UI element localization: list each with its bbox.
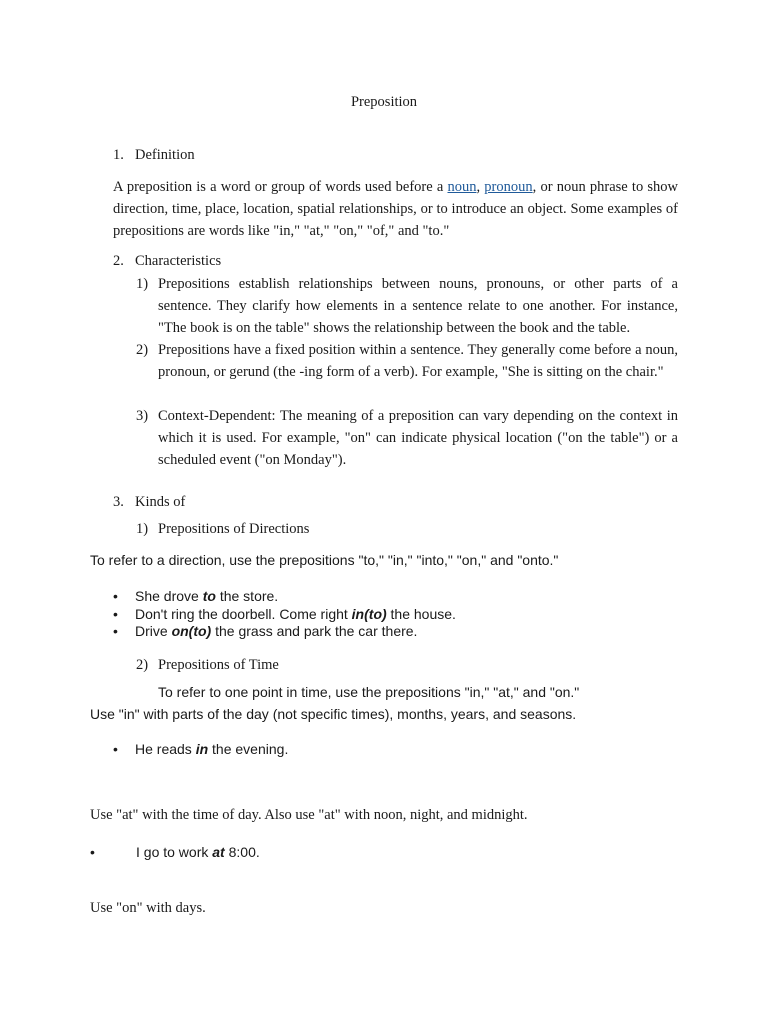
characteristic-item <box>136 273 678 339</box>
on-rule: Use "on" with days. <box>90 900 206 916</box>
directions-intro: To refer to a direction, use the prepositions "to," "in," "into," "on," and "onto." <box>90 552 559 568</box>
subsection-number: 1) <box>136 521 149 537</box>
characteristic-item <box>136 405 678 471</box>
emphasized-preposition: in(to) <box>351 605 387 622</box>
emphasized-preposition: on(to) <box>171 623 212 639</box>
example-text: the evening. <box>208 741 289 757</box>
characteristic-item <box>136 339 678 383</box>
example-text: She drove <box>135 588 203 604</box>
section-number: 3. <box>113 494 124 510</box>
subsection-title: Prepositions of Time <box>158 657 279 673</box>
example-text: He reads <box>135 741 196 757</box>
emphasized-preposition: in <box>195 741 209 757</box>
definition-separator: , <box>476 179 485 195</box>
definition-paragraph <box>113 176 678 242</box>
definition-text: A preposition is a word or group of words used before a <box>113 179 448 195</box>
section-number: 2. <box>113 253 124 269</box>
subsection-number: 2) <box>136 657 149 673</box>
item-text: Prepositions have a fixed position within a sentence. They generally come before a noun, pronoun, or gerund (the -ing form of a verb). For example, "She is sitting on the chair." <box>158 342 678 380</box>
emphasized-preposition: to <box>202 588 216 604</box>
definition-text: , or noun phrase to show direction, time, place, location, spatial relationships, or to introduce an object. Some examples of prepositions are words like "in," "at," "on," "of," and "to." <box>113 179 678 239</box>
subsection-title: Prepositions of Directions <box>158 521 310 537</box>
bullet-icon: • <box>90 844 95 860</box>
section-2-heading <box>113 253 221 270</box>
bullet-icon: • <box>113 623 118 639</box>
time-intro: To refer to one point in time, use the prepositions "in," "at," and "on." <box>158 684 580 700</box>
example-text: the house. <box>386 605 456 622</box>
example-text: 8:00. <box>224 844 260 860</box>
example-text: Drive <box>135 623 172 639</box>
example-text: Don't ring the doorbell. Come right <box>135 605 352 622</box>
example-text: the grass and park the car there. <box>211 623 418 639</box>
subsection-directions-heading <box>136 521 309 538</box>
subsection-time-heading <box>136 657 279 674</box>
document-title: Preposition <box>350 94 418 110</box>
section-3-heading <box>113 494 185 511</box>
bullet-icon: • <box>113 741 118 757</box>
list-item <box>90 844 260 860</box>
noun-link[interactable]: noun <box>447 179 477 195</box>
section-title: Characteristics <box>135 253 222 269</box>
example-text: I go to work <box>136 844 213 860</box>
directions-bullet-list <box>113 588 456 641</box>
item-text: Prepositions establish relationships between nouns, pronouns, or other parts of a sentence. They clarify how elements in a sentence relate to one another. For instance, "The book is on the table" shows the relationship between the book and the table. <box>158 276 678 336</box>
item-number: 2) <box>136 342 149 358</box>
list-item <box>113 606 456 624</box>
item-number: 1) <box>136 276 149 292</box>
section-1-heading <box>113 147 195 164</box>
section-title: Definition <box>135 147 195 163</box>
bullet-icon: • <box>113 588 118 604</box>
item-number: 3) <box>136 408 149 424</box>
example-text: the store. <box>215 588 279 604</box>
emphasized-preposition: at <box>212 844 225 860</box>
pronoun-link[interactable]: pronoun <box>484 179 533 195</box>
bullet-icon: • <box>113 605 118 622</box>
list-item <box>113 741 288 757</box>
section-number: 1. <box>113 147 124 163</box>
item-text: Context-Dependent: The meaning of a preposition can vary depending on the context in which it is used. For example, "on" can indicate physical location ("on the table") or a scheduled event ("on Monday"). <box>158 408 678 468</box>
list-item <box>113 588 456 606</box>
at-rule: Use "at" with the time of day. Also use "at" with noon, night, and midnight. <box>90 807 528 823</box>
section-title: Kinds of <box>135 494 186 510</box>
list-item <box>113 623 456 641</box>
in-rule: Use "in" with parts of the day (not specific times), months, years, and seasons. <box>90 706 577 722</box>
